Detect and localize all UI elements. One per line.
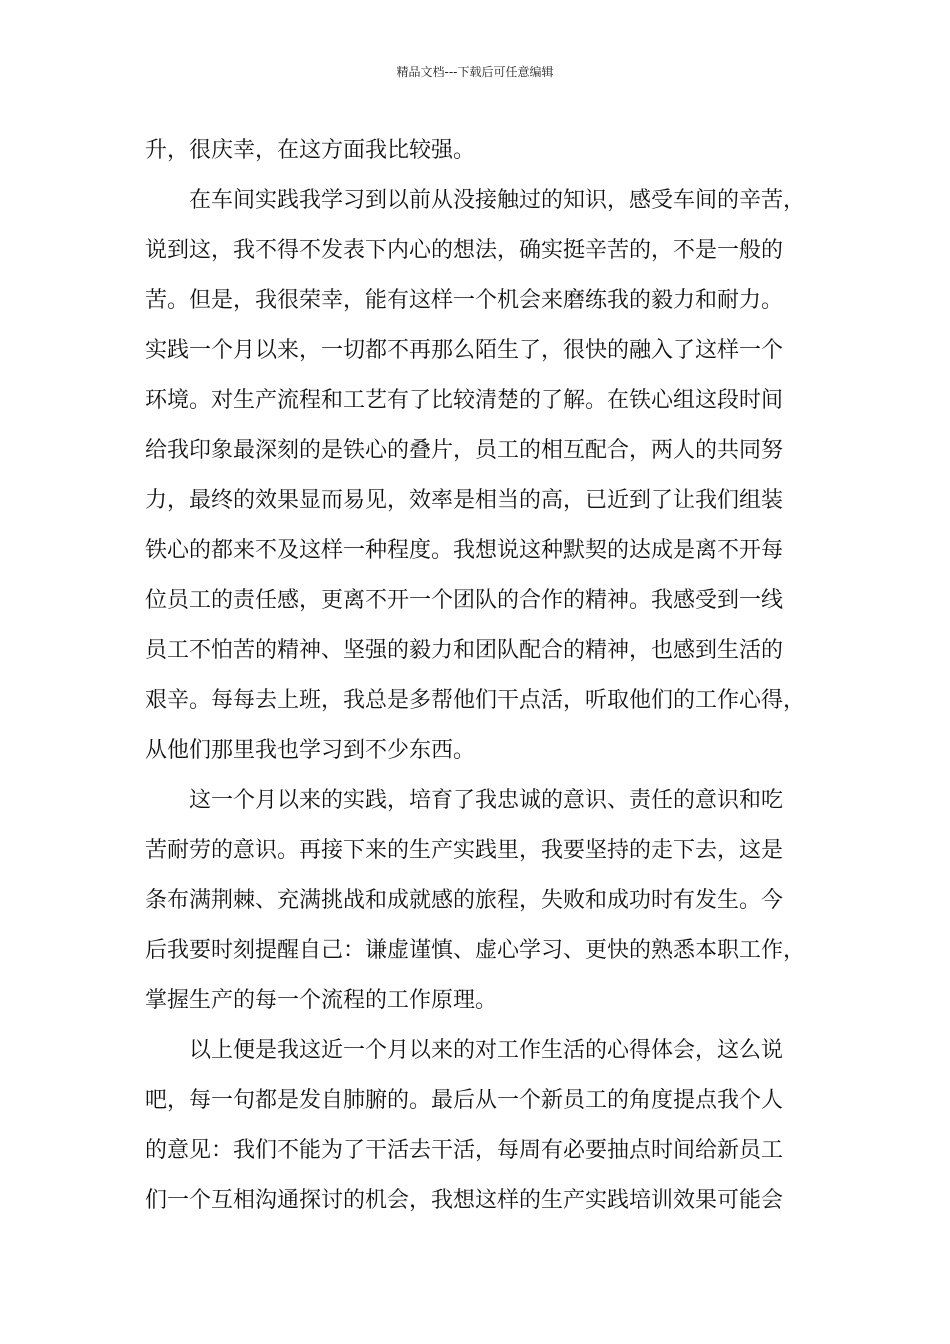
text-line: 后我要时刻提醒自己：谦虚谨慎、虚心学习、更快的熟悉本职工作， [145,938,806,963]
text-line: 苦。但是，我很荣幸，能有这样一个机会来磨练我的毅力和耐力。 [145,288,784,313]
text-line: 的意见：我们不能为了干活去干活，每周有必要抽点时间给新员工 [145,1138,784,1163]
text-line: 位员工的责任感，更离不开一个团队的合作的精神。我感受到一线 [145,588,784,613]
text-line: 升，很庆幸，在这方面我比较强。 [145,138,476,163]
text-line: 条布满荆棘、充满挑战和成就感的旅程，失败和成功时有发生。今 [145,888,784,913]
text-line: 说到这，我不得不发表下内心的想法，确实挺辛苦的，不是一般的 [145,238,784,263]
text-line: 这一个月以来的实践，培育了我忠诚的意识、责任的意识和吃 [189,788,784,813]
text-line: 吧，每一句都是发自肺腑的。最后从一个新员工的角度提点我个人 [145,1088,784,1113]
text-line: 以上便是我这近一个月以来的对工作生活的心得体会，这么说 [189,1038,784,1063]
text-line: 掌握生产的每一个流程的工作原理。 [145,988,498,1013]
text-line: 给我印象最深刻的是铁心的叠片，员工的相互配合，两人的共同努 [145,438,784,463]
text-line: 艰辛。每每去上班，我总是多帮他们干点活，听取他们的工作心得， [145,688,806,713]
text-line: 实践一个月以来，一切都不再那么陌生了，很快的融入了这样一个 [145,338,784,363]
text-line: 从他们那里我也学习到不少东西。 [145,738,476,763]
text-line: 们一个互相沟通探讨的机会，我想这样的生产实践培训效果可能会 [145,1188,784,1213]
text-line: 苦耐劳的意识。再接下来的生产实践里，我要坚持的走下去，这是 [145,838,784,863]
page-header: 精品文档---下载后可任意编辑 [396,65,554,79]
text-line: 在车间实践我学习到以前从没接触过的知识，感受车间的辛苦， [189,188,806,213]
text-line: 环境。对生产流程和工艺有了比较清楚的了解。在铁心组这段时间 [145,388,784,413]
text-line: 铁心的都来不及这样一种程度。我想说这种默契的达成是离不开每 [145,538,784,563]
text-line: 力，最终的效果显而易见，效率是相当的高，已近到了让我们组装 [145,488,784,513]
text-line: 员工不怕苦的精神、坚强的毅力和团队配合的精神，也感到生活的 [145,638,784,663]
